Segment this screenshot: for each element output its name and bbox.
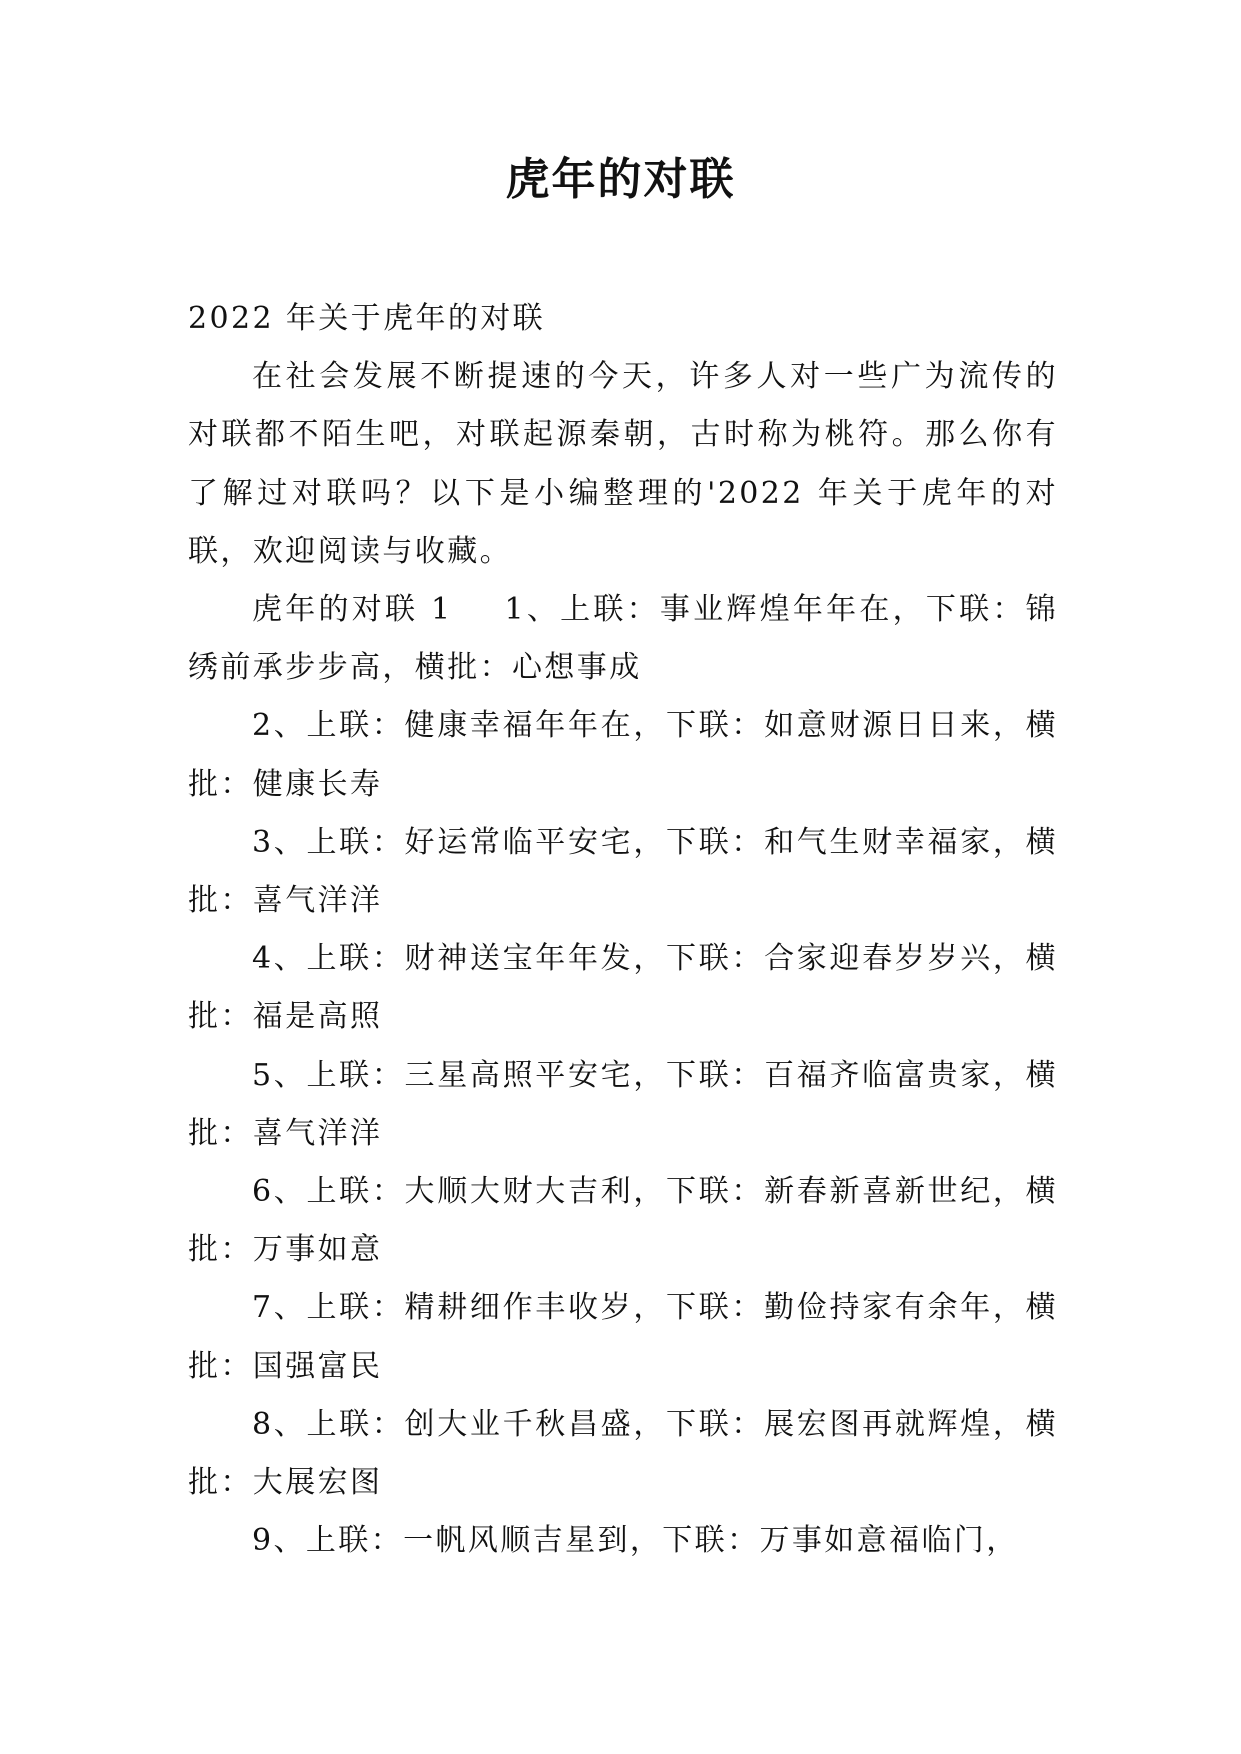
couplet-9: 9、上联：一帆风顺吉星到，下联：万事如意福临门，	[252, 1523, 1019, 1559]
couplet-8: 8、上联：创大业千秋昌盛，下联：展宏图再就辉煌，横批：大展宏图	[188, 1406, 1058, 1501]
couplet-1: 1、上联：事业辉煌年年在，下联：锦绣前承步步高，横批：心想事成	[188, 592, 1058, 686]
intro-paragraph: 在社会发展不断提速的今天，许多人对一些广为流传的对联都不陌生吧，对联起源秦朝，古时称为桃符。那么你有了解过对联吗？以下是小编整理的'2022 年关于虎年的对联，欢迎阅读与收藏。	[188, 359, 1058, 569]
couplet-3: 3、上联：好运常临平安宅，下联：和气生财幸福家，横批：喜气洋洋	[188, 824, 1058, 919]
couplet-4: 4、上联：财神送宝年年发，下联：合家迎春岁岁兴，横批：福是高照	[188, 941, 1058, 1035]
couplet-6: 6、上联：大顺大财大吉利，下联：新春新喜新世纪，横批：万事如意	[188, 1174, 1058, 1268]
couplet-5: 5、上联：三星高照平安宅，下联：百福齐临富贵家，横批：喜气洋洋	[188, 1057, 1058, 1151]
section-heading: 虎年的对联 1	[252, 592, 453, 628]
document-body	[188, 290, 1058, 1570]
couplet-7: 7、上联：精耕细作丰收岁，下联：勤俭持家有余年，横批：国强富民	[188, 1290, 1058, 1384]
subtitle: 2022 年关于虎年的对联	[188, 301, 546, 336]
section-paragraph	[188, 581, 1058, 697]
page-title: 虎年的对联	[505, 154, 736, 205]
couplet-2: 2、上联：健康幸福年年在，下联：如意财源日日来，横批：健康长寿	[188, 708, 1058, 802]
